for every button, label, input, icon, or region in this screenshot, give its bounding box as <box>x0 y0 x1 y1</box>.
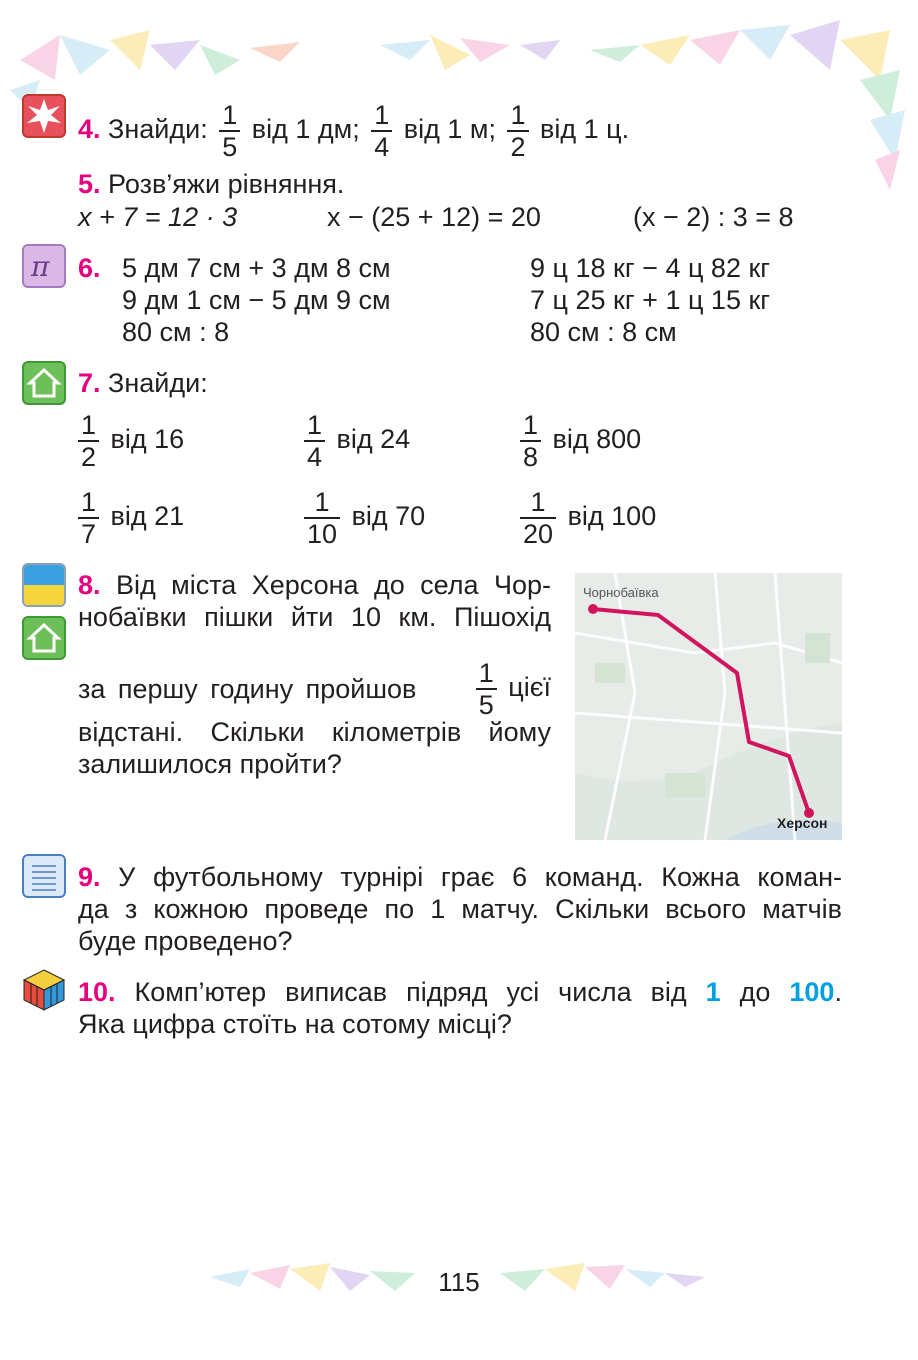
task-number: 6. <box>78 253 101 283</box>
expression: 9 дм 1 см − 5 дм 9 см <box>122 285 391 315</box>
task-8-line-5: залишилося пройти? <box>78 749 342 779</box>
task-9-line-3: буде проведено? <box>78 926 293 956</box>
fraction-item: $\frac{1}{7}$ від 21 <box>74 487 184 549</box>
svg-text:π: π <box>31 250 50 283</box>
pi-symbol-icon <box>22 244 66 288</box>
task-7-title: 7. Знайди: <box>78 368 208 398</box>
task-9-line-2: да з кожною проведе по 1 матчу. Скільки всього матчів <box>78 894 842 924</box>
house-icon <box>22 616 66 660</box>
equation: (x − 2) : 3 = 8 <box>633 202 794 232</box>
task-8-line-1: 8. Від міста Херсона до села Чор- <box>78 570 551 600</box>
task-8-line-3: за першу годину пройшов $\frac{1}{5}$ цієї <box>78 658 551 720</box>
fraction-item: $\frac{1}{2}$ від 16 <box>74 410 184 472</box>
task-9-line-1: 9. У футбольному турнірі грає 6 команд. Кожна коман- <box>78 862 842 892</box>
fraction-item: $\frac{1}{10}$ від 70 <box>300 487 425 549</box>
fraction-item: $\frac{1}{4}$ від 24 <box>300 410 410 472</box>
equation: x + 7 = 12 · 3 <box>78 202 238 232</box>
route-map <box>575 573 842 840</box>
task-label: Знайди: <box>108 114 208 145</box>
star-burst-icon <box>22 94 66 138</box>
fraction: $\frac{1}{4}$ <box>371 100 392 162</box>
expression: 80 см : 8 см <box>530 317 677 347</box>
page-number: 115 <box>438 1267 480 1297</box>
task-5-title: 5. Розв’яжи рівняння. <box>78 169 345 199</box>
fraction-item: $\frac{1}{8}$ від 800 <box>516 410 641 472</box>
expression: 7 ц 25 кг + 1 ц 15 кг <box>530 285 771 315</box>
ukraine-flag-icon <box>22 563 66 607</box>
fraction: $\frac{1}{5}$ <box>219 100 240 162</box>
task-10-line-1: 10. Комп’ютер виписав підряд усі числа від 1 до 100. <box>78 977 842 1007</box>
rubiks-cube-icon <box>22 968 66 1012</box>
equation: x − (25 + 12) = 20 <box>327 202 541 232</box>
map-label-start: Чорнобаївка <box>583 585 659 600</box>
task-number: 4. <box>78 114 101 145</box>
expression: 80 см : 8 <box>122 317 230 347</box>
expression: 9 ц 18 кг − 4 ц 82 кг <box>530 253 771 283</box>
fraction: $\frac{1}{2}$ <box>507 100 528 162</box>
task-8-line-2: нобаївки пішки йти 10 км. Пішохід <box>78 602 551 632</box>
notebook-icon <box>22 854 66 898</box>
expression: 5 дм 7 см + 3 дм 8 см <box>122 253 391 283</box>
task-number: 5. <box>78 169 101 199</box>
task-number: 7. <box>78 368 101 398</box>
task-4: 4. Знайди: $\frac{1}{5}$ від 1 дм; $\frac{1}{4}$ від 1 м; $\frac{1}{2}$ від 1 ц. <box>78 100 630 162</box>
task-10-line-2: Яка цифра стоїть на сотому місці? <box>78 1009 512 1039</box>
fraction-item: $\frac{1}{20}$ від 100 <box>516 487 656 549</box>
task-8-line-4: відстані. Скільки кілометрів йому <box>78 717 551 747</box>
map-label-end: Херсон <box>777 815 828 831</box>
house-icon <box>22 361 66 405</box>
